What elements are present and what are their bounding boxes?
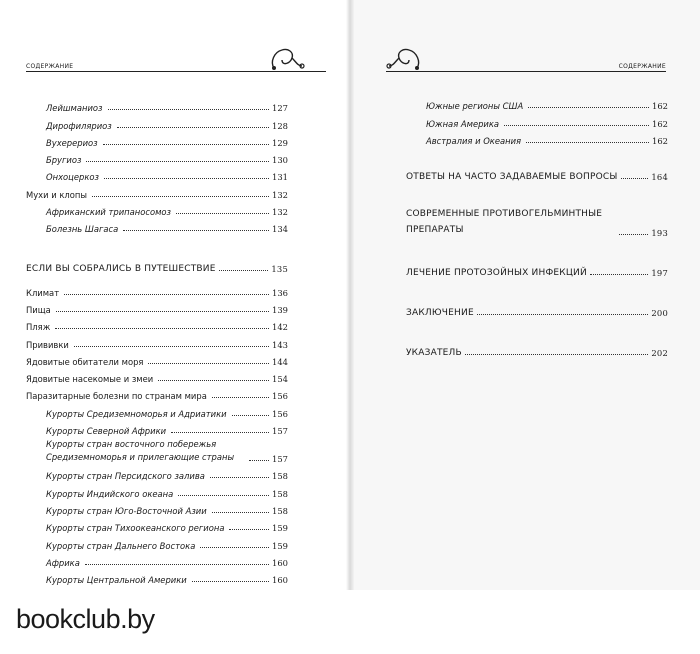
toc-section-page: 200 xyxy=(651,307,668,318)
toc-entry-page: 159 xyxy=(272,523,288,534)
toc-entry-page: 143 xyxy=(272,339,288,350)
toc-entry[interactable] xyxy=(26,96,288,113)
toc-entry[interactable] xyxy=(26,464,288,481)
toc-entry-page: 158 xyxy=(272,488,288,499)
toc-entry-page: 156 xyxy=(272,391,288,402)
stethoscope-icon xyxy=(385,44,423,72)
toc-entry[interactable] xyxy=(26,350,288,367)
toc-entry-page: 158 xyxy=(272,471,288,482)
toc-leader xyxy=(477,314,649,315)
toc-entry-title: Южная Америка xyxy=(426,118,500,129)
left-header-title: СОДЕРЖАНИЕ xyxy=(26,63,74,70)
toc-entry-page: 131 xyxy=(272,172,288,183)
toc-entry-page: 129 xyxy=(272,137,288,148)
toc-entry-title: Климат xyxy=(26,287,60,298)
toc-entry-title: Пляж xyxy=(26,322,51,333)
toc-leader xyxy=(103,144,269,145)
toc-entry[interactable] xyxy=(26,217,288,234)
toc-entry-title: Австралия и Океания xyxy=(426,135,522,146)
toc-entry-page: 157 xyxy=(272,454,288,465)
toc-entry-title: Мухи и клопы xyxy=(26,189,87,200)
toc-section-page: 193 xyxy=(651,227,668,238)
toc-entry-page: 134 xyxy=(272,224,288,235)
toc-entry[interactable] xyxy=(26,436,288,464)
toc-entry[interactable] xyxy=(26,516,288,533)
toc-leader xyxy=(621,178,649,179)
toc-entry[interactable] xyxy=(26,182,288,199)
right-header-title: СОДЕРЖАНИЕ xyxy=(618,63,666,70)
toc-section[interactable] xyxy=(406,204,668,238)
toc-section[interactable] xyxy=(406,164,668,182)
left-toc xyxy=(26,96,288,602)
toc-entry-title: Южные регионы США xyxy=(426,101,524,112)
toc-entry-title: Онхоцеркоз xyxy=(46,172,99,183)
toc-leader xyxy=(249,460,269,461)
toc-section[interactable] xyxy=(406,340,668,358)
watermark: bookclub.by xyxy=(16,604,155,634)
toc-entry-title: Пища xyxy=(26,304,51,315)
toc-entry-title: Ядовитые обитатели моря xyxy=(26,356,144,367)
toc-section-page: 197 xyxy=(651,267,668,278)
toc-entry-page: 156 xyxy=(272,408,288,419)
toc-entry-page: 142 xyxy=(272,322,288,333)
toc-entry-page: 162 xyxy=(652,101,668,112)
toc-entry-title: Курорты стран Тихоокеанского региона xyxy=(46,523,225,534)
toc-entry[interactable] xyxy=(26,401,288,418)
toc-leader xyxy=(590,274,648,275)
toc-entry-title: Паразитарные болезни по странам мира xyxy=(26,391,207,402)
toc-leader xyxy=(55,328,269,329)
toc-leader xyxy=(504,125,649,126)
toc-entry-page: 159 xyxy=(272,540,288,551)
toc-leader xyxy=(158,380,269,381)
toc-entry-title: Болезнь Шагаса xyxy=(46,224,119,235)
toc-leader xyxy=(200,547,269,548)
toc-section-page: 164 xyxy=(651,171,668,182)
toc-entry[interactable] xyxy=(406,111,668,128)
toc-leader xyxy=(86,161,269,162)
toc-leader xyxy=(229,529,269,530)
toc-leader xyxy=(148,363,269,364)
toc-section-title: ЕСЛИ ВЫ СОБРАЛИСЬ В ПУТЕШЕСТВИЕ xyxy=(26,264,216,275)
toc-entry[interactable] xyxy=(26,551,288,568)
toc-entry[interactable] xyxy=(26,481,288,498)
toc-entry[interactable] xyxy=(26,568,288,585)
toc-entry-title: Ядовитые насекомые и змеи xyxy=(26,374,154,385)
toc-section-title: СОВРЕМЕННЫЕ ПРОТИВОГЕЛЬМИНТНЫЕ ПРЕПАРАТЫ xyxy=(406,208,603,235)
toc-entry[interactable] xyxy=(26,499,288,516)
toc-entry-page: 158 xyxy=(272,505,288,516)
toc-section-page: 135 xyxy=(271,264,288,275)
toc-entry-title: Африканский трипаносомоз xyxy=(46,207,171,218)
toc-entry-title: Дирофиляриоз xyxy=(46,120,112,131)
toc-leader xyxy=(85,564,269,565)
toc-entry[interactable] xyxy=(26,280,288,297)
toc-entry-title: Африка xyxy=(46,557,80,568)
toc-entry[interactable] xyxy=(26,200,288,217)
toc-leader xyxy=(192,581,269,582)
toc-entry-title: Курорты стран Дальнего Востока xyxy=(46,540,196,551)
toc-leader xyxy=(526,142,649,143)
toc-entry-title: Курорты Средиземноморья и Адриатики xyxy=(46,408,227,419)
toc-entry-title: Курорты стран восточного побережья Средиземноморья и прилегающие страны xyxy=(46,439,235,463)
toc-entry[interactable] xyxy=(26,419,288,436)
toc-leader xyxy=(171,432,269,433)
right-toc xyxy=(406,94,668,358)
toc-entry[interactable] xyxy=(26,113,288,130)
toc-entry-page: 157 xyxy=(272,426,288,437)
toc-entry-page: 130 xyxy=(272,155,288,166)
toc-section-title: ОТВЕТЫ НА ЧАСТО ЗАДАВАЕМЫЕ ВОПРОСЫ xyxy=(406,171,618,182)
toc-entry[interactable] xyxy=(26,384,288,401)
toc-leader xyxy=(117,127,269,128)
toc-leader xyxy=(528,107,649,108)
toc-entry[interactable] xyxy=(26,165,288,182)
toc-entry-page: 162 xyxy=(652,118,668,129)
toc-section[interactable] xyxy=(26,256,288,274)
toc-leader xyxy=(178,495,269,496)
toc-section[interactable] xyxy=(406,260,668,278)
stethoscope-icon xyxy=(268,44,306,72)
toc-entry-page: 162 xyxy=(652,135,668,146)
toc-leader xyxy=(108,109,269,110)
toc-entry-page: 127 xyxy=(272,103,288,114)
toc-entry[interactable] xyxy=(406,129,668,146)
toc-entry[interactable] xyxy=(26,148,288,165)
toc-leader xyxy=(56,311,269,312)
toc-entry[interactable] xyxy=(26,315,288,332)
toc-entry-title: Бругиоз xyxy=(46,155,82,166)
toc-leader xyxy=(212,512,269,513)
toc-entry-title: Вухерериоз xyxy=(46,137,98,148)
toc-leader xyxy=(176,213,269,214)
toc-leader xyxy=(210,477,269,478)
toc-section-page: 202 xyxy=(651,347,668,358)
toc-entry-page: 132 xyxy=(272,207,288,218)
toc-leader xyxy=(123,230,269,231)
toc-leader xyxy=(92,196,269,197)
toc-entry[interactable] xyxy=(26,533,288,550)
toc-entry-page: 132 xyxy=(272,189,288,200)
toc-leader xyxy=(465,354,649,355)
toc-entry-title: Курорты стран Персидского залива xyxy=(46,471,205,482)
toc-entry[interactable] xyxy=(26,332,288,349)
right-running-header xyxy=(386,58,666,72)
toc-section[interactable] xyxy=(406,300,668,318)
toc-leader xyxy=(212,397,269,398)
toc-entry-title: Курорты Центральной Америки xyxy=(46,575,187,586)
toc-leader xyxy=(104,178,269,179)
toc-entry-page: 144 xyxy=(272,356,288,367)
toc-entry-page: 128 xyxy=(272,120,288,131)
toc-leader xyxy=(64,294,269,295)
toc-entry-title: Лейшманиоз xyxy=(46,103,103,114)
toc-entry[interactable] xyxy=(26,298,288,315)
toc-entry-title: Курорты Северной Африки xyxy=(46,426,167,437)
toc-leader xyxy=(232,415,269,416)
toc-entry-page: 136 xyxy=(272,287,288,298)
toc-section-title: ЗАКЛЮЧЕНИЕ xyxy=(406,307,474,318)
book-gutter xyxy=(346,0,354,590)
toc-entry[interactable] xyxy=(406,94,668,111)
toc-leader xyxy=(74,346,269,347)
toc-entry[interactable] xyxy=(26,131,288,148)
toc-entry-page: 139 xyxy=(272,304,288,315)
toc-entry-page: 160 xyxy=(272,575,288,586)
toc-entry-title: Прививки xyxy=(26,339,69,350)
toc-leader xyxy=(619,234,648,235)
toc-entry-page: 154 xyxy=(272,374,288,385)
toc-entry-title: Курорты Индийского океана xyxy=(46,488,174,499)
toc-section-title: УКАЗАТЕЛЬ xyxy=(406,347,462,358)
toc-section-title: ЛЕЧЕНИЕ ПРОТОЗОЙНЫХ ИНФЕКЦИЙ xyxy=(406,267,587,278)
toc-entry-page: 160 xyxy=(272,557,288,568)
toc-entry-title: Курорты стран Юго-Восточной Азии xyxy=(46,505,207,516)
toc-leader xyxy=(219,270,269,271)
toc-entry[interactable] xyxy=(26,367,288,384)
